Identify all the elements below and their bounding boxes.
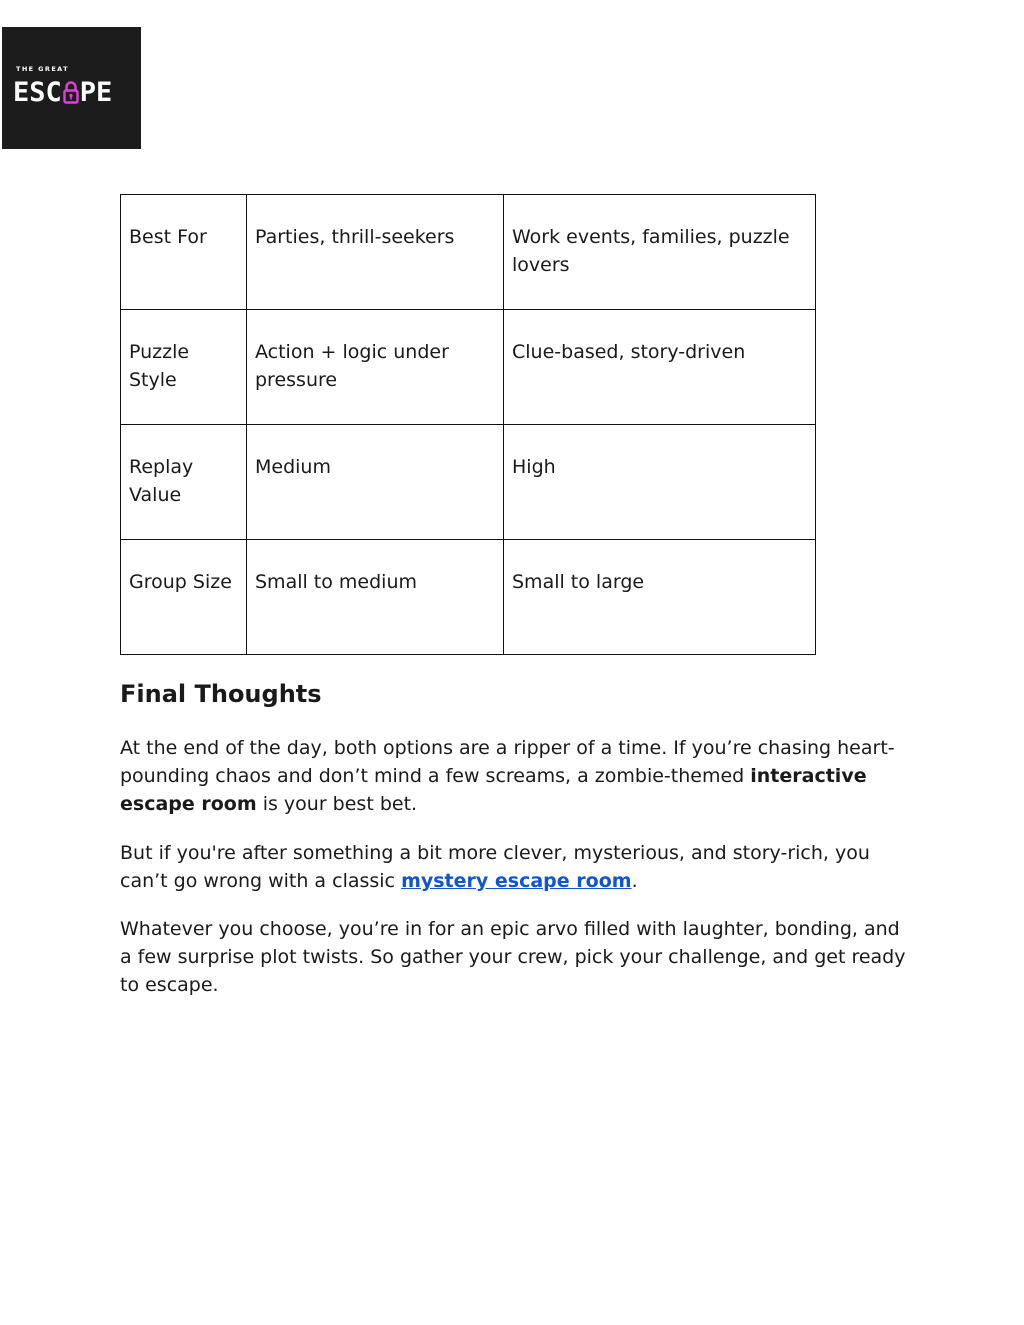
paragraph [120,839,910,895]
table-cell: Action + logic under pressure [247,310,504,425]
table-row [121,540,816,655]
logo-wordmark-left: ESC [13,77,62,108]
logo-tagline: THE GREAT [16,65,69,73]
paragraph-text: At the end of the day, both options are a ripper of a time. If you’re chasing heart-pounding chaos and don’t mind a few screams, a zombie-themed [120,737,895,787]
table-cell: Clue-based, story-driven [504,310,816,425]
paragraph-text: . [631,870,638,892]
section-heading: Final Thoughts [120,680,322,708]
table-row [121,310,816,425]
paragraph [120,734,910,818]
brand-logo [2,27,141,149]
table-cell: Puzzle Style [121,310,247,425]
logo-wordmark-right: PE [79,77,113,108]
padlock-icon [63,80,79,104]
bold-keyword: interactive escape room [120,765,867,815]
table-cell: Medium [247,425,504,540]
logo-wordmark [13,77,112,108]
mystery-escape-room-link[interactable]: mystery escape room [401,870,632,892]
table-cell: Replay Value [121,425,247,540]
comparison-table [120,194,816,655]
table-cell: Group Size [121,540,247,655]
paragraph-text: But if you're after something a bit more clever, mysterious, and story-rich, you can’t go wrong with a classic [120,842,870,892]
table-cell: Small to large [504,540,816,655]
table-cell: Best For [121,195,247,310]
paragraph-text: is your best bet. [256,793,418,815]
table-row [121,425,816,540]
table-cell: High [504,425,816,540]
table-cell: Parties, thrill-seekers [247,195,504,310]
table-cell: Work events, families, puzzle lovers [504,195,816,310]
table-cell: Small to medium [247,540,504,655]
table-row [121,195,816,310]
paragraph: Whatever you choose, you’re in for an epic arvo filled with laughter, bonding, and a few surprise plot twists. So gather your crew, pick your challenge, and get ready to escape. [120,918,906,996]
